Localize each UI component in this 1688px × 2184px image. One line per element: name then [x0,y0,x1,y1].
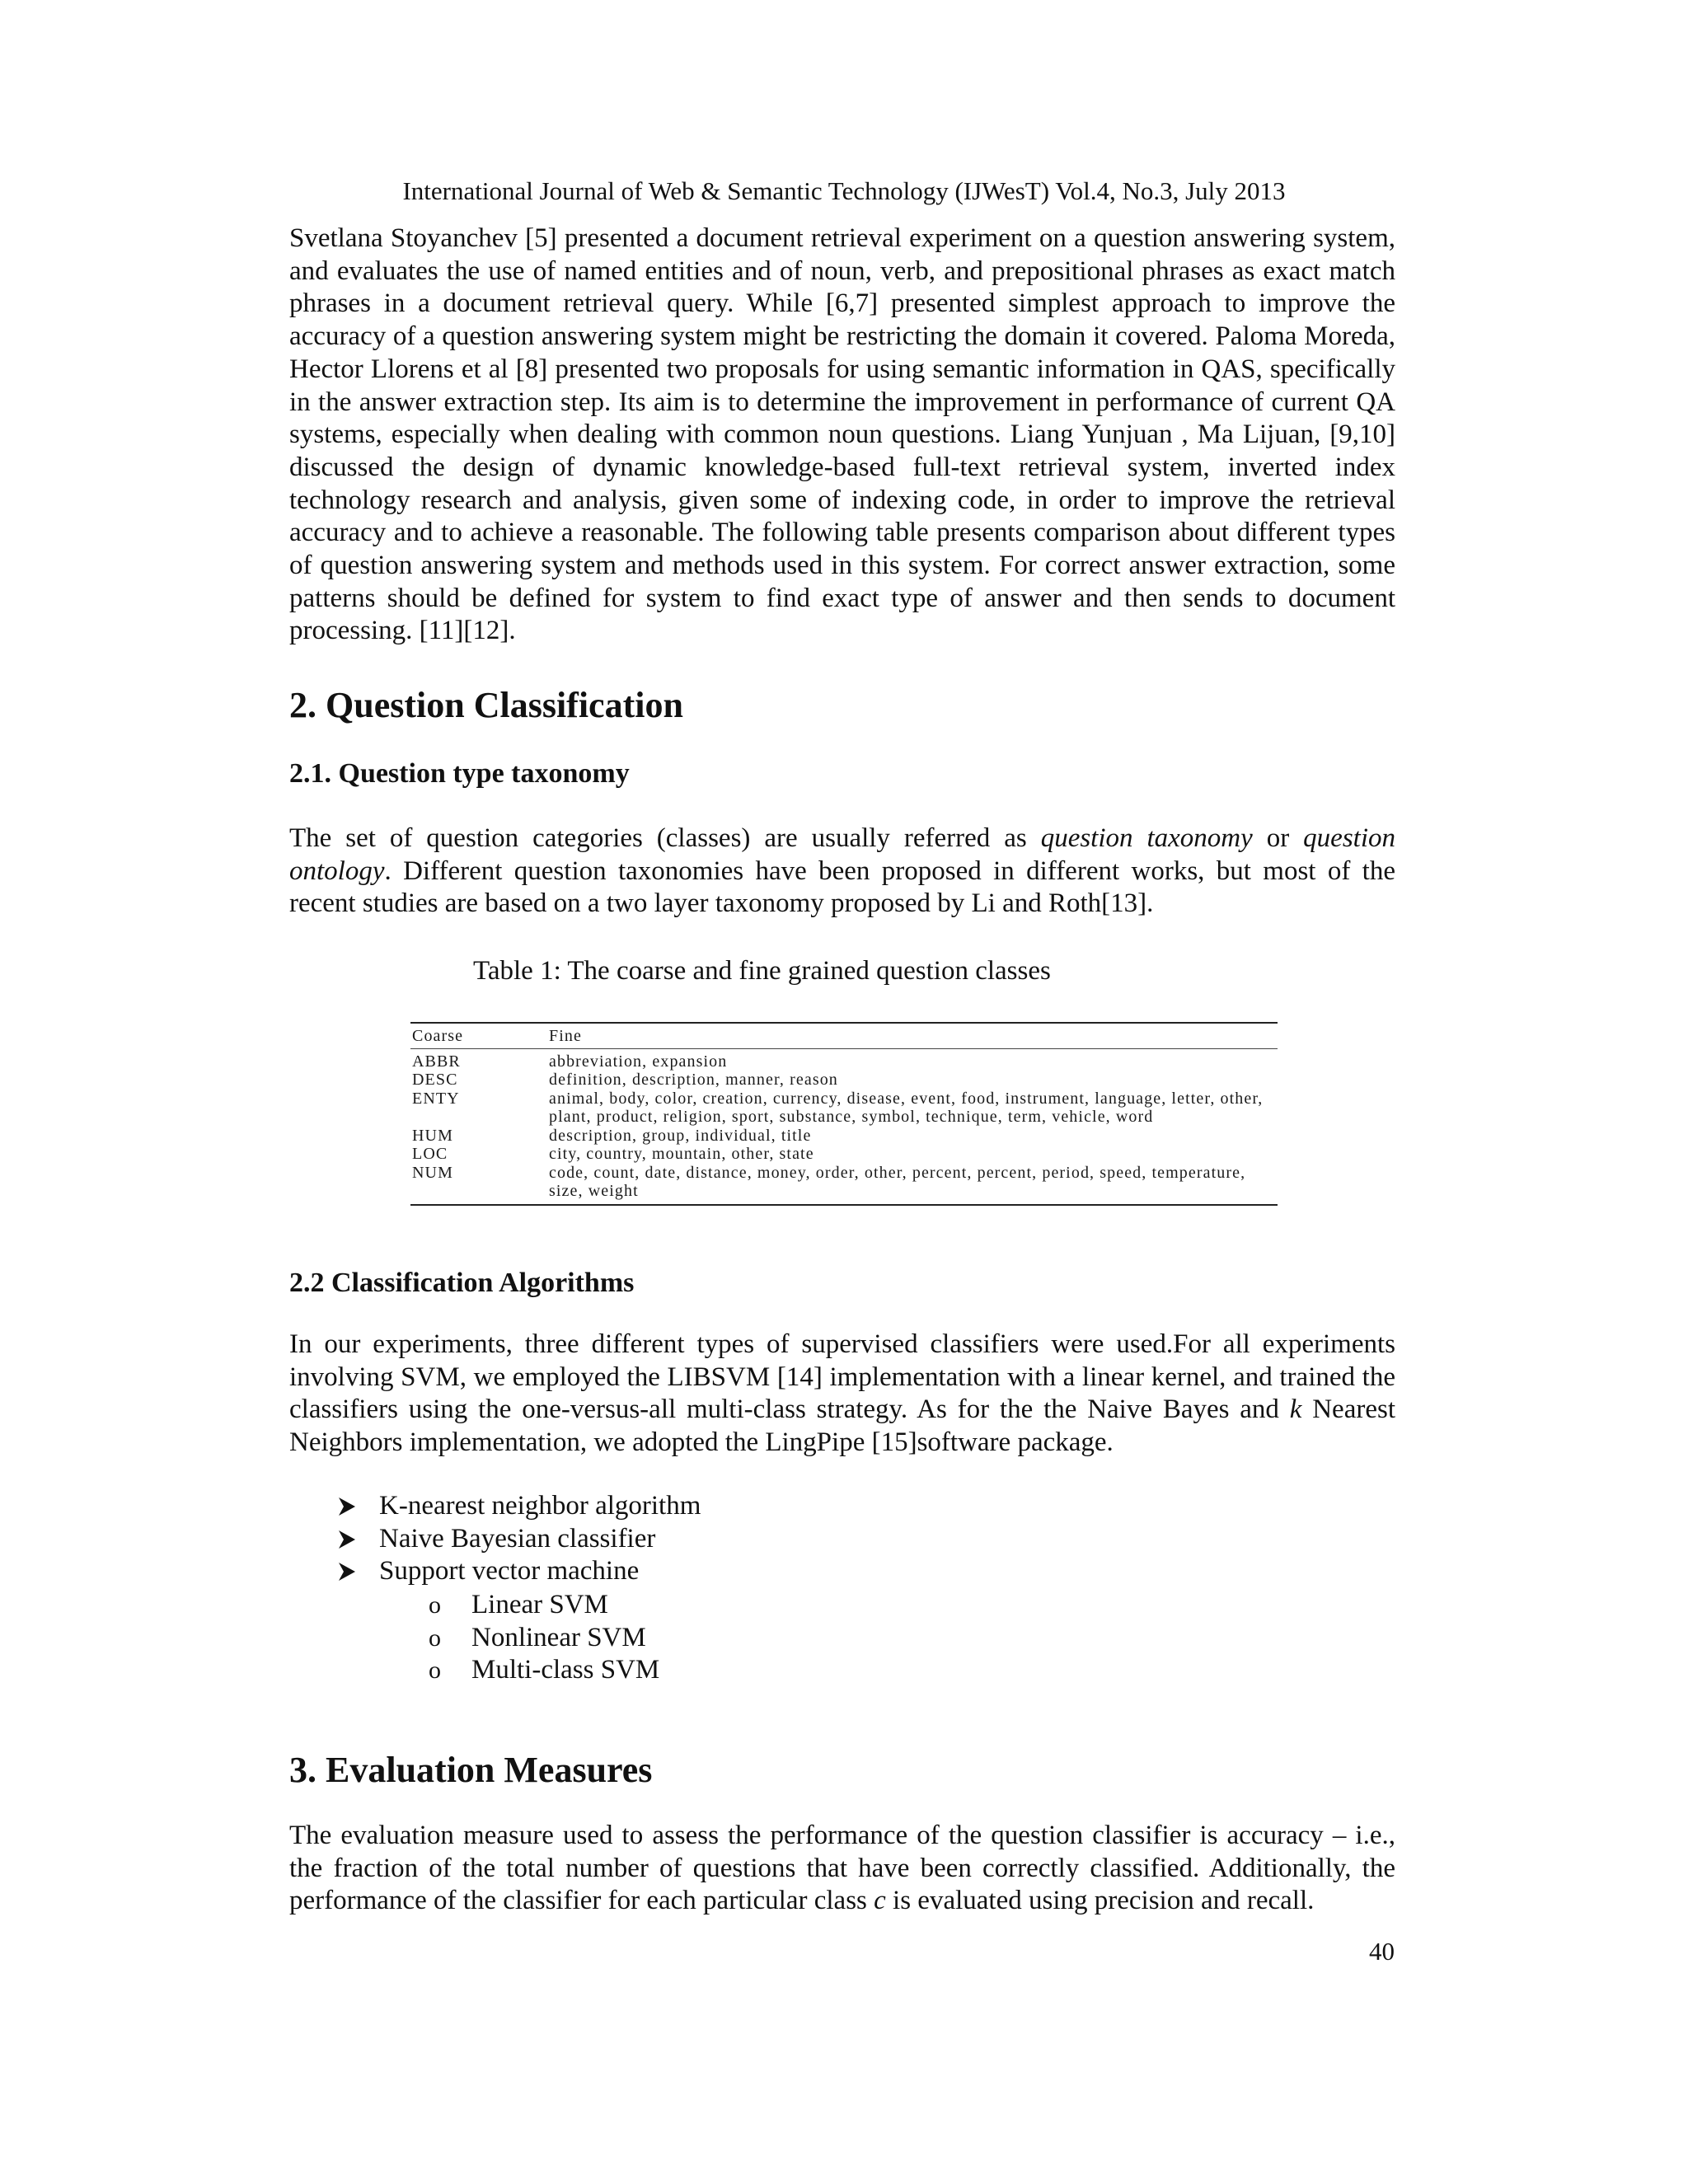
table-cell-fine: city, country, mountain, other, state [549,1145,814,1163]
table-row [410,1052,1278,1071]
section-2-heading-block [289,684,1395,727]
circle-bullet-icon: o [429,1624,441,1652]
table-body [410,1049,1278,1204]
term-c: c [874,1886,886,1916]
arrow-bullet-icon [338,1562,379,1582]
running-header: International Journal of Web & Semantic Technology (IJWesT) Vol.4, No.3, July 2013 [402,176,1286,205]
page-number: 40 [1369,1937,1395,1966]
table-cell-coarse: NUM [412,1163,453,1182]
column-header-fine: Fine [549,1027,582,1045]
list-item: Naive Bayesian classifier [338,1523,701,1556]
column-header-coarse: Coarse [412,1027,464,1045]
table-cell-coarse: DESC [412,1071,458,1089]
section-3-heading-block [289,1749,1395,1792]
section-heading: 2. Question Classification [289,685,683,725]
table-row [410,1090,1278,1127]
table-cell-fine: code, count, date, distance, money, order, other, percent, percent, period, speed, temperature, size, weight [549,1163,1246,1200]
subsection-2-1-heading-block [289,757,1395,791]
table-cell-fine: definition, description, manner, reason [549,1071,838,1089]
subsection-heading: 2.1. Question type taxonomy [289,758,630,789]
table-cell-fine: animal, body, color, creation, currency, disease, event, food, instrument, language, letter, other, plant, product, religion, sport, substance, symbol, technique, term, vehicle, word [549,1089,1264,1126]
intro-paragraph: Svetlana Stoyanchev [5] presented a document retrieval experiment on a question answering system, and evaluates the use of named entities and of noun, verb, and prepositional phrases as exact match phrases in a document retrieval query. While [6,7] presented simplest approach to improve the accuracy of a question answering system might be restricting the domain it covered. Paloma Moreda, Hector Llorens et al [8] presented two proposals for using semantic information in QAS, specifically in the answer extraction step. Its aim is to determine the improvement in performance of current QA systems, especially when dealing with common noun questions. Liang Yunjuan , Ma Lijuan, [9,10] discussed the design of dynamic knowledge-based full-text retrieval system, inverted index technology research and analysis, given some of indexing code, in order to improve the retrieval accuracy and to achieve a reasonable. The following table presents comparison about different types of question answering system and methods used in this system. For correct answer extraction, some patterns should be defined for system to find exact type of answer and then sends to document processing. [11][12]. [289,223,1395,646]
table-row [410,1145,1278,1164]
algorithms-block [289,1329,1395,1460]
arrow-bullet-icon [338,1497,379,1516]
table-row [410,1127,1278,1146]
term-question-ontology: question ontology [289,823,1395,886]
term-question-taxonomy: question taxonomy [1040,823,1253,853]
circle-bullet-icon: o [429,1591,441,1619]
evaluation-block [289,1820,1395,1918]
table-row [410,1164,1278,1201]
list-item: o Nonlinear SVM [429,1622,659,1655]
evaluation-paragraph: The evaluation measure used to assess the performance of the question classifier is accuracy – i.e., the fraction of the total number of questions that have been correctly classified. Additionally, the performance of the classifier for each particular class c is evaluated using precision and recall. [289,1821,1395,1916]
classifier-list [338,1490,701,1588]
table-cell-coarse: HUM [412,1126,453,1145]
section-heading: 3. Evaluation Measures [289,1750,653,1790]
algorithms-paragraph: In our experiments, three different types of supervised classifiers were used.For all experiments involving SVM, we employed the LIBSVM [14] implementation with a linear kernel, and trained the classifiers using the one-versus-all multi-class strategy. As for the the Naive Bayes and k Nearest Neighbors implementation, we adopted the LingPipe [15]software package. [289,1329,1395,1458]
term-k: k [1289,1394,1302,1425]
table-header-row [410,1024,1278,1049]
question-classes-table [410,1022,1278,1206]
list-item: o Linear SVM [429,1589,659,1622]
table-caption: Table 1: The coarse and fine grained question classes [473,956,1051,986]
taxonomy-block [289,823,1395,921]
taxonomy-paragraph: The set of question categories (classes) are usually referred as question taxonomy or question ontology. Different question taxonomies have been proposed in different works, but most of the recent studies are based on a two layer taxonomy proposed by Li and Roth[13]. [289,823,1395,919]
svm-type-list [429,1589,659,1687]
table-row [410,1071,1278,1090]
list-item: K-nearest neighbor algorithm [338,1490,701,1523]
intro-block [289,223,1395,648]
table-cell-coarse: LOC [412,1145,448,1163]
circle-bullet-icon: o [429,1657,441,1685]
subsection-heading: 2.2 Classification Algorithms [289,1268,635,1298]
table-cell-fine: description, group, individual, title [549,1126,812,1145]
list-item: Support vector machine [338,1555,701,1588]
list-item: o Multi-class SVM [429,1654,659,1687]
table-cell-coarse: ENTY [412,1089,460,1108]
arrow-bullet-icon [338,1530,379,1549]
table-cell-coarse: ABBR [412,1052,461,1071]
subsection-2-2-heading-block [289,1266,1395,1301]
table-cell-fine: abbreviation, expansion [549,1052,728,1071]
